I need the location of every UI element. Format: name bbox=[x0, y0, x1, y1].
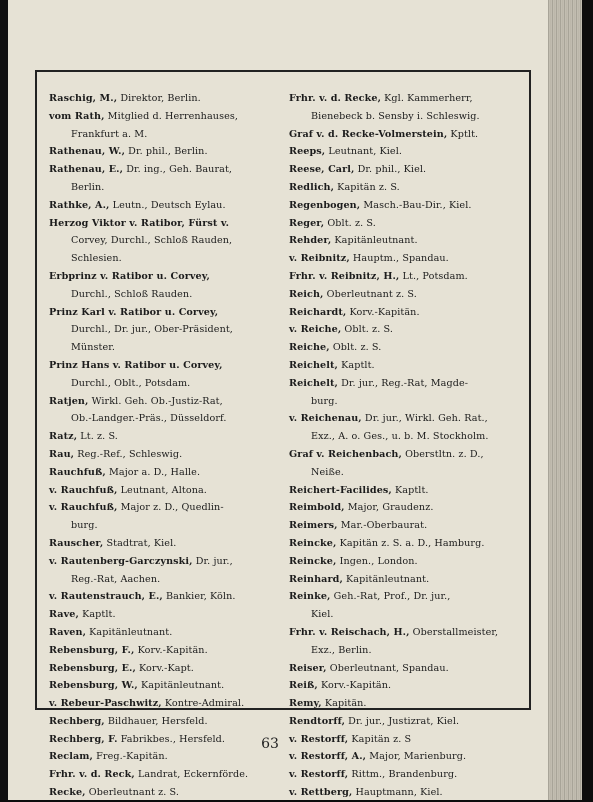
entry-continuation: Ob.-Landger.-Präs., Düsseldorf. bbox=[71, 413, 227, 425]
entry-details: Kapitän z. S. a. D., Hamburg. bbox=[336, 537, 485, 549]
entry-details: Ingen., London. bbox=[336, 555, 418, 567]
entry-name: Rathke, A., bbox=[49, 199, 110, 211]
entry-name: Herzog Viktor v. Ratibor, Fürst v. bbox=[49, 217, 230, 229]
entry-line bbox=[49, 143, 285, 161]
entry-line bbox=[289, 197, 525, 215]
entry-details: Mar.-Oberbaurat. bbox=[337, 520, 428, 532]
entry-line bbox=[49, 695, 285, 713]
entry-line bbox=[289, 535, 525, 553]
entry-line bbox=[289, 268, 525, 286]
entry-line bbox=[49, 428, 285, 446]
entry-details: Kptlt. bbox=[447, 128, 479, 140]
entry-details: Wirkl. Geh. Ob.-Justiz-Rat, bbox=[88, 395, 223, 407]
entry-line bbox=[289, 499, 525, 517]
entry-name: v. Reibnitz, bbox=[289, 253, 350, 265]
entry-name: Reeps, bbox=[289, 146, 326, 158]
entry-details: Korv.-Kapitän. bbox=[346, 306, 420, 318]
entry-name: Redlich, bbox=[289, 181, 335, 193]
entry-name: Reichelt, bbox=[289, 377, 338, 389]
entry-name: Reiß, bbox=[289, 680, 318, 692]
entry-line bbox=[289, 553, 525, 571]
entry-details: Oberleutnant z. S. bbox=[323, 288, 417, 300]
entry-details: Lt. z. S. bbox=[77, 431, 118, 443]
entry-line bbox=[289, 748, 525, 766]
entry-details: Dr. jur., Reg.-Rat, Magde- bbox=[337, 377, 469, 389]
entry-line bbox=[289, 339, 525, 357]
entry-details: Oberstltn. z. D., bbox=[401, 448, 484, 460]
entry-line bbox=[49, 553, 285, 571]
entry-name: Rebensburg, F., bbox=[49, 644, 135, 656]
entry-details: Leutn., Deutsch Eylau. bbox=[109, 199, 226, 211]
entry-details: Major a. D., Halle. bbox=[105, 466, 201, 478]
entry-details: Oblt. z. S. bbox=[341, 324, 393, 336]
entry-continuation: Bienebeck b. Sensby i. Schleswig. bbox=[311, 110, 480, 122]
entry-line bbox=[49, 90, 285, 108]
entry-details: Kapitänleutnant. bbox=[86, 626, 173, 638]
entry-line bbox=[289, 784, 525, 802]
entry-continuation: Durchl., Oblt., Potsdam. bbox=[71, 377, 191, 389]
entry-continuation: Frankfurt a. M. bbox=[71, 128, 148, 140]
entry-continuation: Corvey, Durchl., Schloß Rauden, bbox=[71, 235, 233, 247]
entry-line bbox=[289, 126, 525, 144]
entry-continuation: burg. bbox=[71, 520, 98, 532]
entry-line bbox=[49, 677, 285, 695]
entry-name: Rechberg, F. bbox=[49, 733, 118, 745]
entry-line bbox=[289, 286, 525, 304]
entry-line bbox=[289, 766, 525, 784]
entry-details: Lt., Potsdam. bbox=[399, 270, 468, 282]
entry-name: Rebensburg, E., bbox=[49, 662, 136, 674]
entry-name: Frhr. v. d. Reck, bbox=[49, 769, 135, 781]
entry-name: Regenbogen, bbox=[289, 199, 361, 211]
entry-line bbox=[289, 660, 525, 678]
entry-line bbox=[289, 517, 525, 535]
entry-continuation: Neiße. bbox=[311, 466, 344, 478]
entry-line bbox=[49, 268, 285, 286]
entry-details: Oberstallmeister, bbox=[409, 626, 499, 638]
entry-details: Dr. jur., Wirkl. Geh. Rat., bbox=[361, 413, 488, 425]
entry-details: Kapitän. bbox=[321, 698, 367, 710]
entry-details: Direktor, Berlin. bbox=[117, 93, 201, 104]
entry-name: v. Restorff, A., bbox=[289, 751, 367, 763]
entry-line bbox=[289, 375, 525, 393]
entry-details: Kapitänleutnant. bbox=[331, 235, 418, 247]
entry-continuation: Münster. bbox=[71, 342, 116, 354]
entry-name: v. Restorff, bbox=[289, 769, 349, 781]
entry-details: Kapitän z. S bbox=[348, 733, 412, 745]
entry-name: Remy, bbox=[289, 698, 322, 710]
entry-details: Dr. jur., bbox=[192, 555, 233, 567]
entry-name: Reese, Carl, bbox=[289, 164, 355, 176]
entry-line bbox=[289, 90, 525, 108]
entry-name: v. Rauchfuß, bbox=[49, 484, 118, 496]
page-edges bbox=[548, 0, 582, 800]
entry-name: Reichert-Facilides, bbox=[289, 484, 392, 496]
right-column bbox=[289, 90, 525, 802]
entry-name: v. Rauchfuß, bbox=[49, 502, 118, 514]
entry-line bbox=[289, 624, 525, 642]
entry-line bbox=[289, 215, 525, 233]
entry-name: Reichelt, bbox=[289, 359, 338, 371]
entry-line bbox=[49, 606, 285, 624]
entry-details: Freg.-Kapitän. bbox=[92, 751, 168, 763]
entry-continuation: Schlesien. bbox=[71, 253, 122, 265]
entry-name: Ratz, bbox=[49, 431, 78, 443]
entry-name: Rehder, bbox=[289, 235, 332, 247]
entry-details: Leutnant, Kiel. bbox=[325, 146, 403, 158]
entry-details: Kgl. Kammerherr, bbox=[381, 93, 473, 104]
entry-name: Reiche, bbox=[289, 342, 330, 354]
entry-line bbox=[49, 304, 285, 322]
entry-name: Prinz Hans v. Ratibor u. Corvey, bbox=[49, 359, 223, 371]
entry-continuation: Exz., Berlin. bbox=[311, 644, 372, 656]
entry-name: Reimbold, bbox=[289, 502, 345, 514]
entry-name: Reinke, bbox=[289, 591, 331, 603]
entry-details: Dr. phil., Kiel. bbox=[354, 164, 427, 176]
entry-name: Raven, bbox=[49, 626, 87, 638]
left-column bbox=[49, 90, 285, 802]
entry-name: v. Restorff, bbox=[289, 733, 349, 745]
entry-details: Hauptm., Spandau. bbox=[349, 253, 449, 265]
entry-details: Korv.-Kapt. bbox=[135, 662, 194, 674]
entry-details: Fabrikbes., Hersfeld. bbox=[117, 733, 226, 745]
entry-name: Frhr. v. Reibnitz, H., bbox=[289, 270, 400, 282]
entry-line bbox=[289, 482, 525, 500]
entry-details: Kapitän z. S. bbox=[334, 181, 400, 193]
entry-name: Reger, bbox=[289, 217, 325, 229]
entry-name: Rauchfuß, bbox=[49, 466, 106, 478]
entry-line bbox=[49, 784, 285, 802]
entry-line bbox=[289, 571, 525, 589]
entry-line bbox=[289, 677, 525, 695]
entry-name: Reincke, bbox=[289, 537, 337, 549]
entry-line bbox=[289, 588, 525, 606]
entry-line bbox=[49, 161, 285, 179]
entry-line bbox=[49, 215, 285, 233]
entry-name: Reich, bbox=[289, 288, 324, 300]
entry-line bbox=[49, 588, 285, 606]
entry-details: Landrat, Eckernförde. bbox=[134, 769, 249, 781]
entry-name: v. Rebeur-Paschwitz, bbox=[49, 698, 162, 710]
entry-continuation: Berlin. bbox=[71, 181, 105, 193]
entry-name: Rebensburg, W., bbox=[49, 680, 138, 692]
entry-line bbox=[49, 393, 285, 411]
entry-line bbox=[49, 499, 285, 517]
entry-line bbox=[289, 143, 525, 161]
entry-details: Stadtrat, Kiel. bbox=[103, 537, 177, 549]
entry-line bbox=[289, 695, 525, 713]
entry-line bbox=[289, 304, 525, 322]
entry-details: Hauptmann, Kiel. bbox=[352, 787, 443, 799]
entry-name: v. Rettberg, bbox=[289, 787, 353, 799]
entry-line bbox=[49, 446, 285, 464]
entry-continuation: Kiel. bbox=[311, 609, 334, 621]
entry-details: Leutnant, Altona. bbox=[117, 484, 207, 496]
entry-details: Kaptlt. bbox=[391, 484, 429, 496]
entry-name: Frhr. v. Reischach, H., bbox=[289, 626, 410, 638]
entry-details: Major z. D., Quedlin- bbox=[117, 502, 224, 514]
entry-name: Reclam, bbox=[49, 751, 93, 763]
entry-details: Rittm., Brandenburg. bbox=[348, 769, 458, 781]
entry-details: Major, Marienburg. bbox=[366, 751, 467, 763]
entry-details: Korv.-Kapitän. bbox=[134, 644, 208, 656]
entry-name: Frhr. v. d. Recke, bbox=[289, 93, 382, 104]
entry-line bbox=[49, 713, 285, 731]
entry-continuation: burg. bbox=[311, 395, 338, 407]
entry-details: Kaptlt. bbox=[78, 609, 116, 621]
entry-name: v. Reiche, bbox=[289, 324, 342, 336]
entry-line bbox=[289, 731, 525, 749]
entry-line bbox=[49, 766, 285, 784]
entry-line bbox=[49, 624, 285, 642]
entry-details: Korv.-Kapitän. bbox=[317, 680, 392, 692]
entry-name: vom Rath, bbox=[49, 110, 105, 122]
entry-name: Graf v. Reichenbach, bbox=[289, 448, 402, 460]
entry-continuation: Durchl., Dr. jur., Ober-Präsident, bbox=[71, 324, 233, 336]
entry-name: Reiser, bbox=[289, 662, 327, 674]
entry-line bbox=[289, 446, 525, 464]
entry-line bbox=[289, 232, 525, 250]
entry-details: Kapitänleutnant. bbox=[342, 573, 430, 585]
entry-line bbox=[289, 321, 525, 339]
entry-details: Geh.-Rat, Prof., Dr. jur., bbox=[330, 591, 451, 603]
entry-continuation: Exz., A. o. Ges., u. b. M. Stockholm. bbox=[311, 431, 489, 443]
entry-line bbox=[49, 535, 285, 553]
entry-name: Reichardt, bbox=[289, 306, 347, 318]
entry-details: Masch.-Bau-Dir., Kiel. bbox=[360, 199, 472, 211]
entry-line bbox=[289, 410, 525, 428]
entry-line bbox=[49, 482, 285, 500]
entry-name: Reinhard, bbox=[289, 573, 343, 585]
entry-line bbox=[49, 464, 285, 482]
entry-name: Graf v. d. Recke-Volmerstein, bbox=[289, 128, 448, 140]
entry-name: Rave, bbox=[49, 609, 79, 621]
entry-name: Raschig, M., bbox=[49, 93, 118, 104]
entry-line bbox=[49, 660, 285, 678]
entry-details: Dr. phil., Berlin. bbox=[125, 146, 208, 158]
entry-name: Rauscher, bbox=[49, 537, 104, 549]
entry-details: Kaptlt. bbox=[337, 359, 375, 371]
entry-details: Oberleutnant, Spandau. bbox=[326, 662, 449, 674]
entry-details: Mitglied d. Herrenhauses, bbox=[104, 110, 239, 122]
entry-name: Reimers, bbox=[289, 520, 338, 532]
entry-details: Kapitänleutnant. bbox=[137, 680, 225, 692]
entry-details: Kontre-Admiral. bbox=[161, 698, 245, 710]
entry-name: Recke, bbox=[49, 787, 86, 799]
entry-name: Erbprinz v. Ratibor u. Corvey, bbox=[49, 270, 210, 282]
entry-details: Oblt. z. S. bbox=[324, 217, 376, 229]
entry-name: v. Reichenau, bbox=[289, 413, 362, 425]
entry-details: Reg.-Ref., Schleswig. bbox=[74, 448, 183, 460]
entry-name: Rechberg, bbox=[49, 715, 105, 727]
entry-details: Bildhauer, Hersfeld. bbox=[104, 715, 208, 727]
entry-name: Rathenau, W., bbox=[49, 146, 126, 158]
entry-line bbox=[289, 713, 525, 731]
entry-name: Prinz Karl v. Ratibor u. Corvey, bbox=[49, 306, 219, 318]
entry-continuation: Reg.-Rat, Aachen. bbox=[71, 573, 161, 585]
page-number: 63 bbox=[261, 736, 279, 752]
entry-details: Dr. ing., Geh. Baurat, bbox=[123, 164, 233, 176]
entry-name: v. Rautenberg-Garczynski, bbox=[49, 555, 193, 567]
entry-line bbox=[49, 197, 285, 215]
entry-details: Oberleutnant z. S. bbox=[85, 787, 180, 799]
entry-name: Ratjen, bbox=[49, 395, 89, 407]
entry-line bbox=[289, 179, 525, 197]
entry-details: Dr. jur., Justizrat, Kiel. bbox=[345, 715, 460, 727]
entry-line bbox=[289, 250, 525, 268]
entry-name: Reincke, bbox=[289, 555, 337, 567]
entry-continuation: Durchl., Schloß Rauden. bbox=[71, 288, 193, 300]
entry-line bbox=[289, 161, 525, 179]
entry-details: Oblt. z. S. bbox=[329, 342, 382, 354]
entry-line bbox=[289, 357, 525, 375]
entry-line bbox=[49, 108, 285, 126]
entry-line bbox=[49, 642, 285, 660]
entry-name: Rendtorff, bbox=[289, 715, 346, 727]
entry-details: Bankier, Köln. bbox=[162, 591, 236, 603]
entry-details: Major, Graudenz. bbox=[344, 502, 434, 514]
entry-name: Rau, bbox=[49, 448, 75, 460]
entry-name: Rathenau, E., bbox=[49, 164, 124, 176]
entry-name: v. Rautenstrauch, E., bbox=[49, 591, 163, 603]
entry-line bbox=[49, 357, 285, 375]
